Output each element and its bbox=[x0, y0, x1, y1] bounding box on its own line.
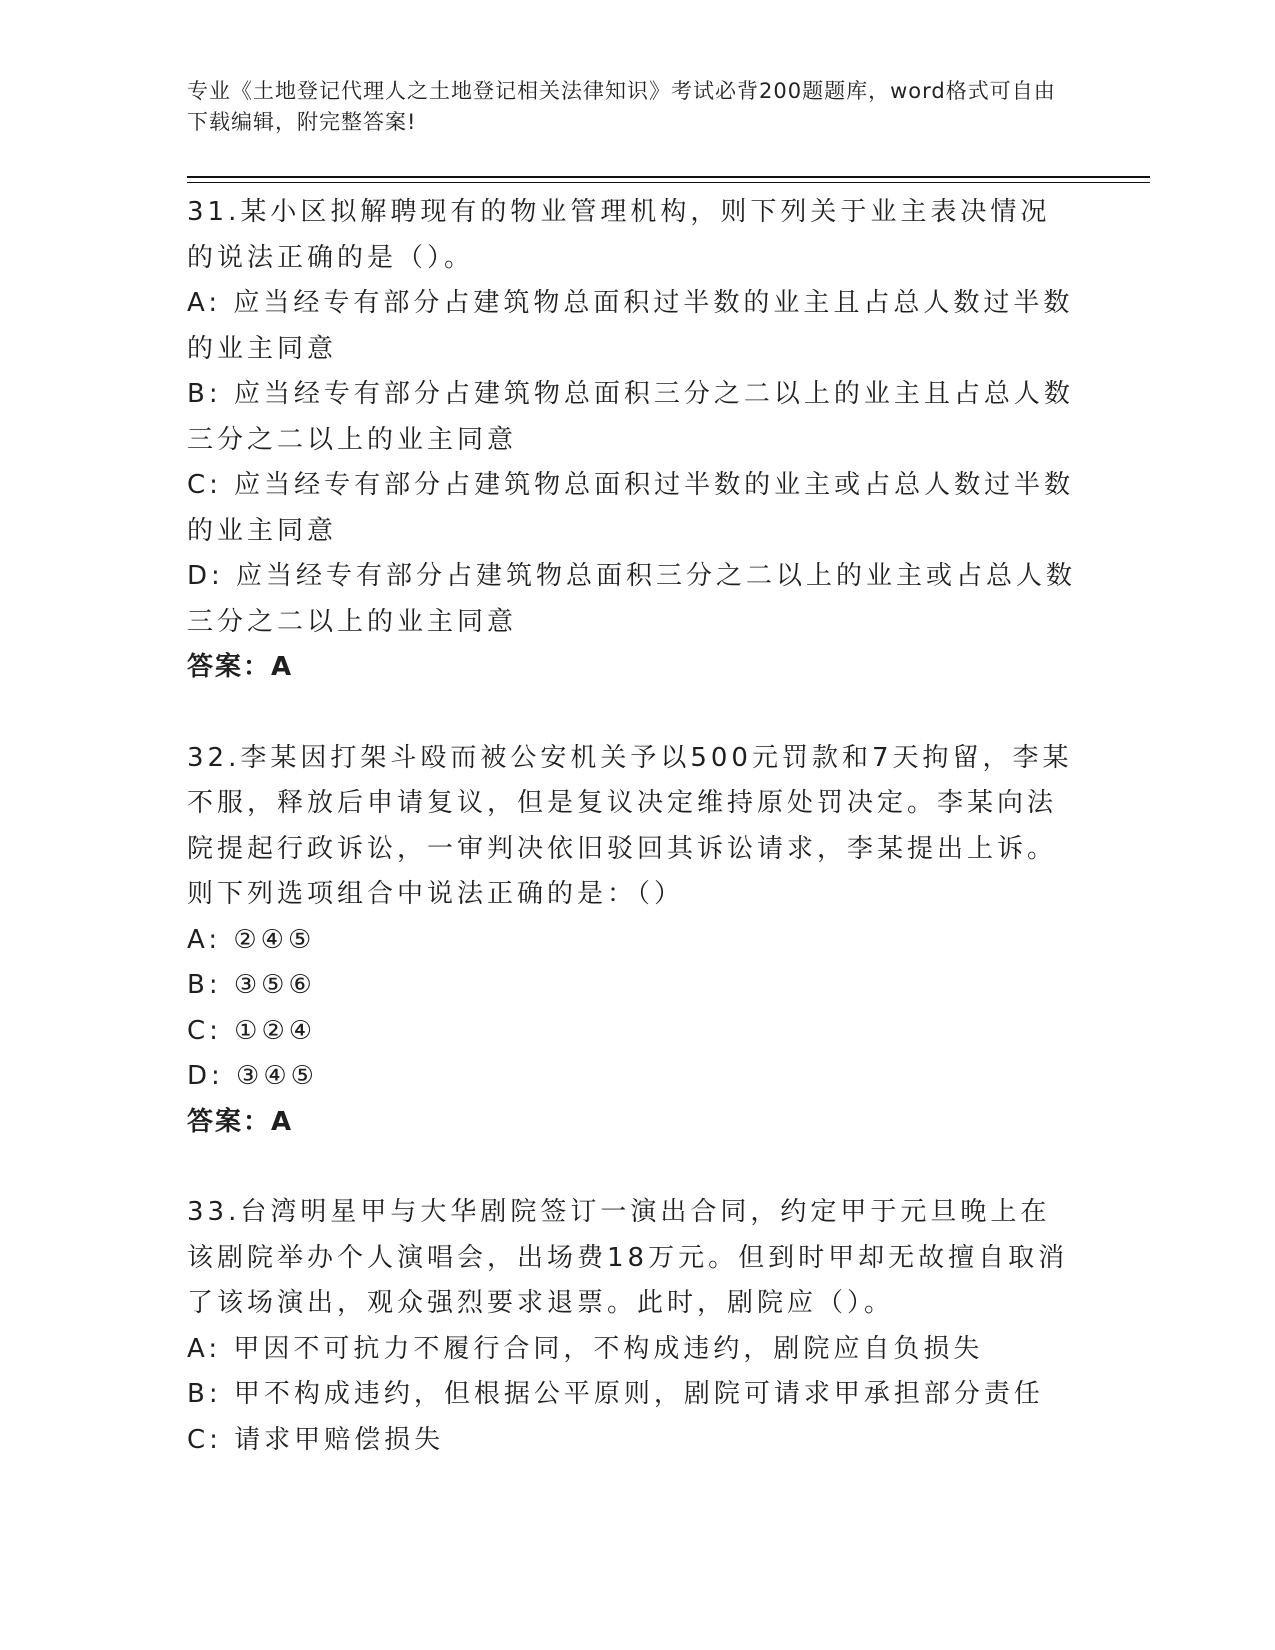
question-list bbox=[187, 190, 1077, 1508]
option-d: D: ③④⑤ bbox=[187, 1061, 318, 1091]
option-b: B: 甲不构成违约，但根据公平原则，剧院可请求甲承担部分责任 bbox=[187, 1379, 1044, 1409]
answer-line bbox=[187, 645, 1077, 691]
answer-label: 答案： bbox=[187, 1106, 272, 1137]
option-c: C: ①②④ bbox=[187, 1015, 317, 1046]
answer-line bbox=[187, 1100, 1077, 1146]
question-31 bbox=[187, 190, 1077, 691]
option-b: B: 应当经专有部分占建筑物总面积三分之二以上的业主且占总人数三分之二以上的业主同意 bbox=[187, 379, 1074, 455]
header-divider-thin bbox=[187, 182, 1150, 183]
question-stem: 32.李某因打架斗殴而被公安机关予以500元罚款和7天拘留，李某不服，释放后申请复议，但是复议决定维持原处罚决定。李某向法院提起行政诉讼，一审判决依旧驳回其诉讼请求，李某提出上诉。则下列选项组合中说法正确的是：（） bbox=[187, 742, 1073, 909]
option-c: C: 应当经专有部分占建筑物总面积过半数的业主或占总人数过半数的业主同意 bbox=[187, 470, 1075, 546]
question-33 bbox=[187, 1190, 1077, 1463]
header-divider-thick bbox=[187, 176, 1150, 178]
answer-value: A bbox=[271, 652, 294, 682]
option-d: D: 应当经专有部分占建筑物总面积三分之二以上的业主或占总人数三分之二以上的业主同意 bbox=[187, 561, 1077, 637]
document-header-title: 专业《土地登记代理人之土地登记相关法律知识》考试必背200题题库，word格式可自由下载编辑，附完整答案! bbox=[187, 79, 1056, 134]
option-a: A: ②④⑤ bbox=[187, 924, 316, 955]
question-32 bbox=[187, 736, 1077, 1146]
option-b: B: ③⑤⑥ bbox=[187, 970, 316, 1000]
option-a: A: 应当经专有部分占建筑物总面积过半数的业主且占总人数过半数的业主同意 bbox=[187, 288, 1074, 364]
option-a: A: 甲因不可抗力不履行合同，不构成违约，剧院应自负损失 bbox=[187, 1333, 984, 1364]
answer-value: A bbox=[271, 1106, 294, 1137]
option-c: C: 请求甲赔偿损失 bbox=[187, 1424, 445, 1455]
answer-label: 答案： bbox=[187, 652, 272, 682]
question-stem: 33.台湾明星甲与大华剧院签订一演出合同，约定甲于元旦晚上在该剧院举办个人演唱会，出场费18万元。但到时甲却无故擅自取消了该场演出，观众强烈要求退票。此时，剧院应（）。 bbox=[187, 1197, 1069, 1318]
question-stem: 31.某小区拟解聘现有的物业管理机构，则下列关于业主表决情况的说法正确的是（）。 bbox=[187, 197, 1051, 273]
